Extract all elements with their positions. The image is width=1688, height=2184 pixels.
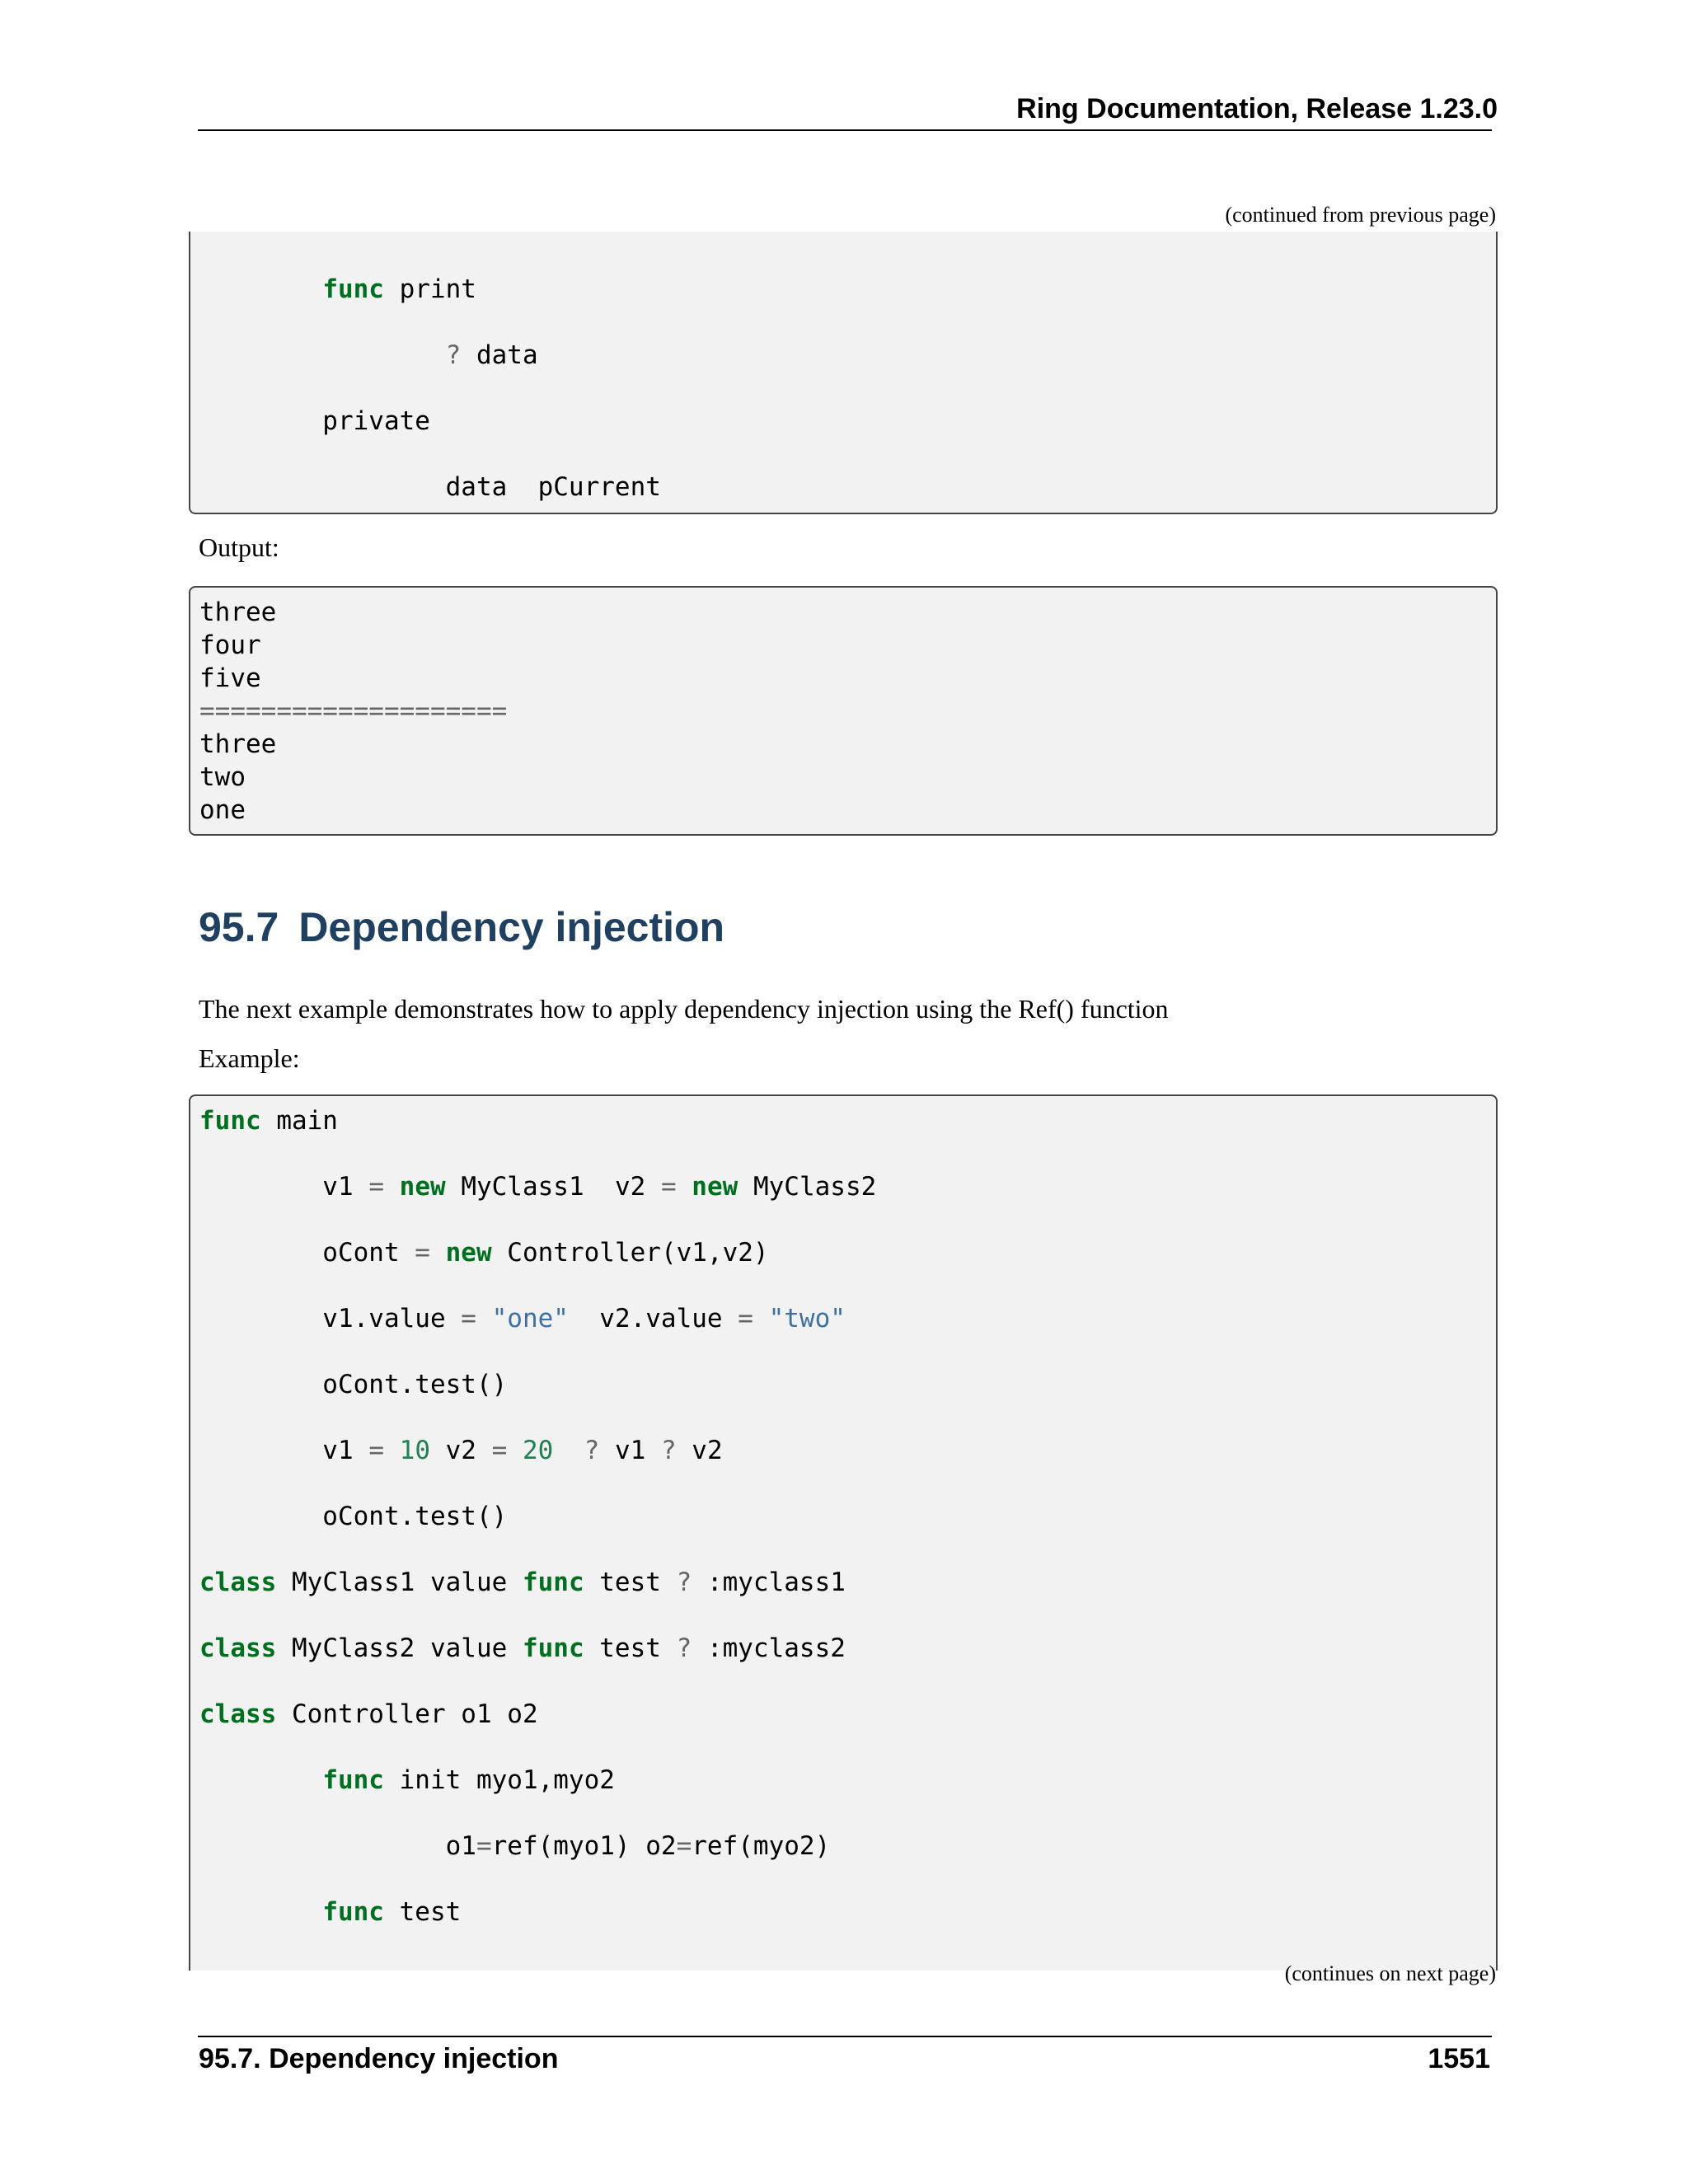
- continues-on-note: (continues on next page): [1284, 1961, 1496, 1985]
- code-token: three: [199, 729, 277, 759]
- code-token: v2.value: [568, 1304, 738, 1333]
- code-line: [199, 1238, 769, 1268]
- code-token: oCont: [199, 1238, 415, 1268]
- code-token: new: [692, 1172, 738, 1202]
- code-token: main: [260, 1106, 338, 1136]
- code-token: v1.value: [199, 1304, 462, 1333]
- code-token: oCont.test(): [199, 1370, 508, 1399]
- code-token: two: [199, 762, 246, 792]
- code-token: test: [584, 1568, 677, 1597]
- code-token: func: [322, 1765, 384, 1795]
- code-token: class: [199, 1568, 277, 1597]
- code-token: new: [445, 1238, 492, 1268]
- code-token: =: [676, 1831, 692, 1861]
- code-token: new: [399, 1172, 446, 1202]
- code-token: data: [461, 340, 538, 370]
- code-token: [384, 1172, 400, 1202]
- section-title: Dependency injection: [298, 904, 725, 950]
- code-token: ?: [676, 1568, 692, 1597]
- code-token: [199, 1897, 322, 1927]
- code-token: =: [660, 1172, 677, 1202]
- code-token: [199, 1765, 322, 1795]
- code-token: class: [199, 1633, 277, 1663]
- code-block-continued: [189, 232, 1498, 514]
- code-token: class: [199, 1699, 277, 1729]
- code-line: [199, 1765, 615, 1795]
- code-token: func: [322, 1897, 384, 1927]
- code-token: =: [415, 1238, 430, 1268]
- code-block-example: [189, 1094, 1498, 1971]
- code-token: func: [322, 274, 384, 304]
- code-token: v1: [199, 1436, 369, 1465]
- code-token: ?: [676, 1633, 692, 1663]
- code-token: [199, 274, 322, 304]
- code-token: func: [522, 1568, 584, 1597]
- code-token: o1: [199, 1831, 476, 1861]
- code-token: func: [199, 1106, 261, 1136]
- code-token: MyClass1 v2: [445, 1172, 661, 1202]
- code-token: print: [383, 274, 476, 304]
- intro-paragraph: The next example demonstrates how to apply dependency injection using the Ref() function: [199, 994, 1169, 1024]
- output-block: [189, 586, 1498, 836]
- code-token: :myclass2: [692, 1633, 846, 1663]
- code-token: five: [199, 663, 261, 693]
- code-token: [476, 1304, 492, 1333]
- code-token: three: [199, 598, 277, 627]
- code-token: [430, 1238, 446, 1268]
- code-token: ref(myo2): [692, 1831, 831, 1861]
- code-token: v2: [429, 1436, 492, 1465]
- code-line: [199, 472, 661, 502]
- code-token: MyClass2: [738, 1172, 877, 1202]
- code-token: ?: [584, 1436, 600, 1465]
- code-token: v1: [199, 1172, 369, 1202]
- code-token: private: [199, 406, 430, 436]
- code-token: 10: [399, 1436, 430, 1465]
- code-line: [199, 274, 476, 304]
- code-token: ====================: [199, 696, 508, 726]
- code-token: 20: [522, 1436, 554, 1465]
- code-token: [507, 1436, 523, 1465]
- code-token: test: [383, 1897, 462, 1927]
- code-token: [199, 340, 446, 370]
- code-token: ref(myo1) o2: [491, 1831, 677, 1861]
- code-token: =: [368, 1172, 384, 1202]
- code-token: =: [476, 1831, 492, 1861]
- code-line: [199, 1568, 846, 1597]
- code-line: [199, 795, 246, 825]
- code-token: [384, 1436, 400, 1465]
- running-header-title: Ring Documentation, Release 1.23.0: [1016, 93, 1498, 124]
- code-token: Controller(v1,v2): [491, 1238, 769, 1268]
- code-token: ?: [445, 340, 462, 370]
- code-line: [199, 1633, 846, 1663]
- footer-rule: [198, 2036, 1492, 2037]
- output-label: Output:: [199, 532, 279, 562]
- code-line: [199, 729, 276, 759]
- code-token: test: [584, 1633, 677, 1663]
- code-line: [199, 406, 430, 436]
- code-token: oCont.test(): [199, 1502, 508, 1531]
- page-number: 1551: [1428, 2043, 1490, 2074]
- code-token: [553, 1436, 584, 1465]
- code-line: [199, 1699, 538, 1729]
- code-line: [199, 696, 507, 726]
- code-token: =: [491, 1436, 508, 1465]
- code-token: four: [199, 630, 261, 660]
- code-token: MyClass2 value: [276, 1633, 523, 1663]
- code-token: "two": [768, 1304, 846, 1333]
- code-line: [199, 1831, 830, 1861]
- header-rule: [198, 129, 1492, 131]
- code-token: =: [368, 1436, 384, 1465]
- example-label: Example:: [199, 1043, 300, 1073]
- code-token: data pCurrent: [199, 472, 661, 502]
- code-token: Controller o1 o2: [276, 1699, 538, 1729]
- code-line: [199, 762, 246, 792]
- code-token: one: [199, 795, 246, 825]
- section-number: 95.7: [199, 904, 279, 950]
- code-token: MyClass1 value: [276, 1568, 523, 1597]
- code-line: [199, 1436, 723, 1465]
- code-token: [753, 1304, 769, 1333]
- code-line: [199, 598, 276, 627]
- code-line: [199, 1370, 507, 1399]
- section-heading: [199, 902, 724, 952]
- code-token: "one": [491, 1304, 569, 1333]
- continued-from-note: (continued from previous page): [1225, 203, 1496, 227]
- code-token: :myclass1: [692, 1568, 846, 1597]
- code-line: [199, 630, 261, 660]
- code-token: =: [461, 1304, 476, 1333]
- footer-section-title: 95.7. Dependency injection: [199, 2043, 559, 2074]
- code-token: v2: [676, 1436, 723, 1465]
- code-line: [199, 663, 261, 693]
- code-token: =: [738, 1304, 753, 1333]
- code-line: [199, 1304, 846, 1333]
- code-token: init myo1,myo2: [383, 1765, 615, 1795]
- code-token: [677, 1172, 692, 1202]
- code-token: v1: [599, 1436, 661, 1465]
- code-line: [199, 1897, 461, 1927]
- code-line: [199, 1172, 876, 1202]
- code-token: ?: [660, 1436, 677, 1465]
- code-line: [199, 1502, 507, 1531]
- code-line: [199, 340, 538, 370]
- code-token: func: [522, 1633, 584, 1663]
- code-line: [199, 1106, 338, 1136]
